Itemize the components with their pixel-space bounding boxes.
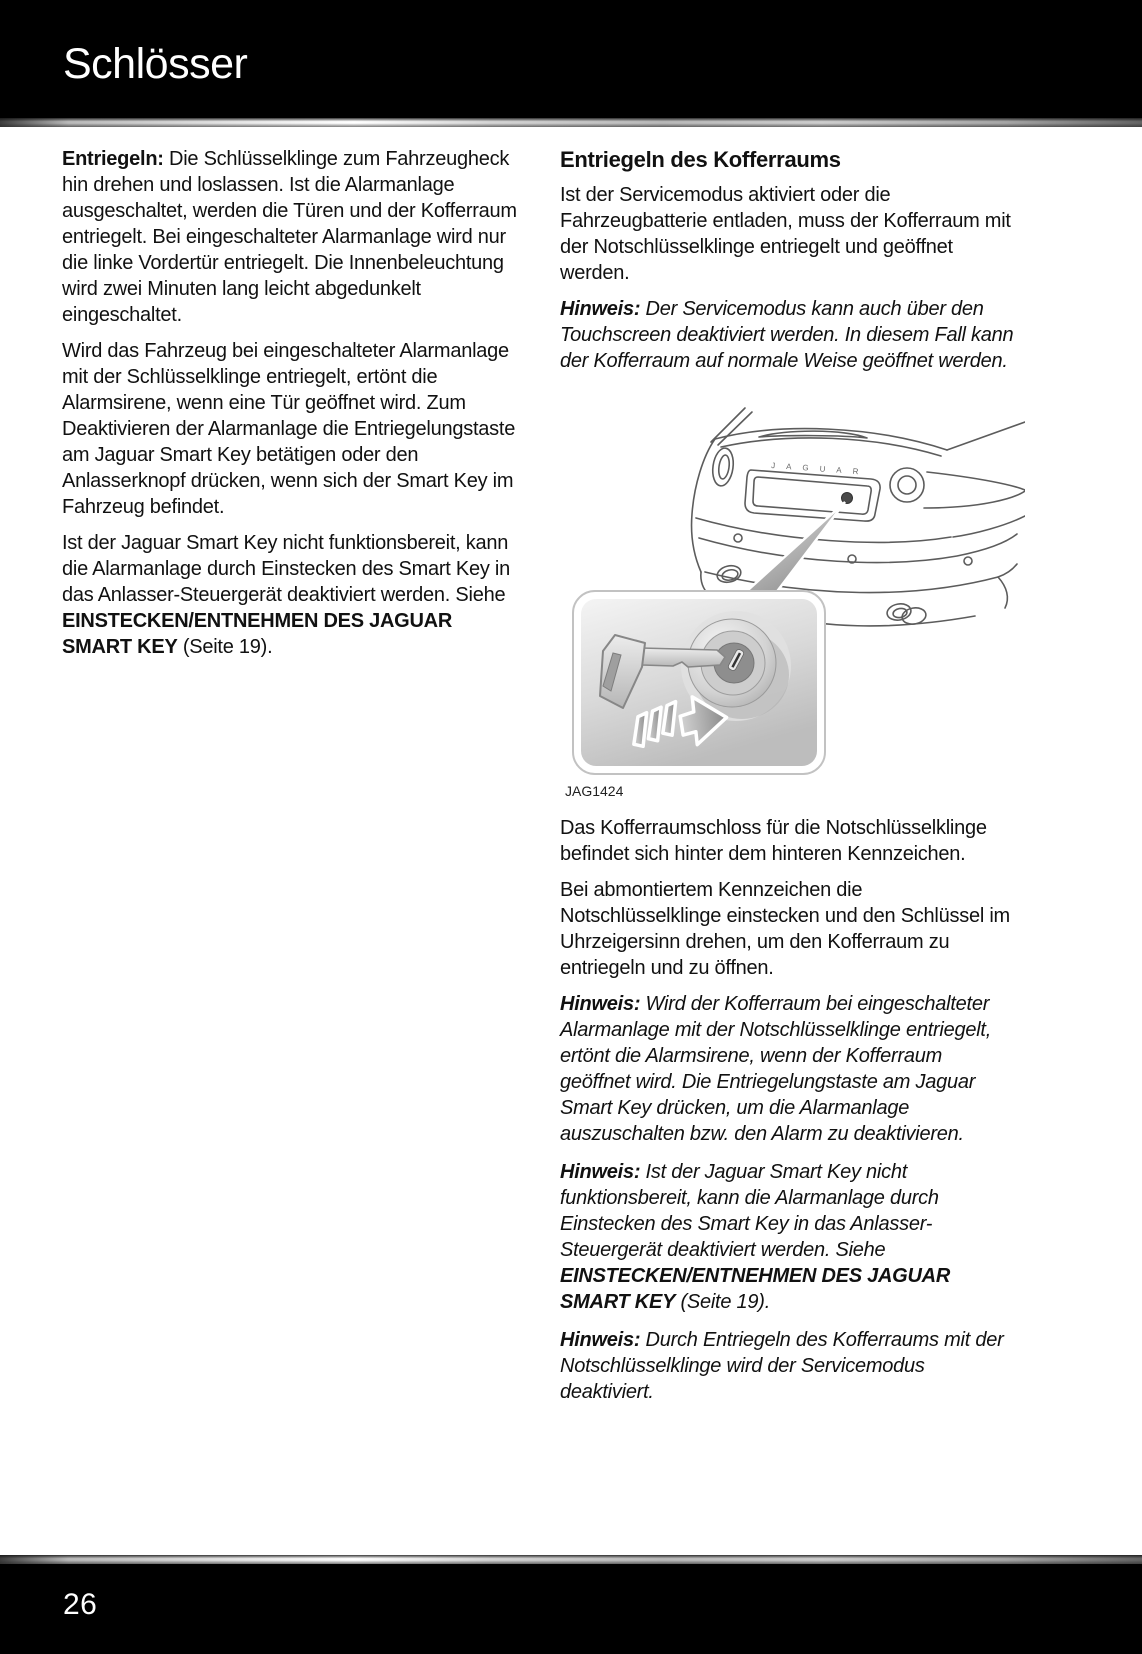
paragraph-unlocking: Entriegeln: Die Schlüsselklinge zum Fahrzeugheck hin drehen und loslassen. Ist die Alarmanlage ausgeschaltet, werden die Türen und der Kofferraum entriegelt. Bei eingeschalteter Alarmanlage wird nur die linke Vordertür entriegelt. Die Innenbeleuchtung wird zwei Minuten lang leicht abgedunkelt eingeschaltet. xyxy=(62,148,517,326)
right-column xyxy=(560,146,1016,1417)
footer-divider xyxy=(0,1555,1142,1564)
figure-caption: JAG1424 xyxy=(565,783,624,799)
paragraph-alarm-siren: Wird das Fahrzeug bei eingeschalteter Alarmanlage mit der Schlüsselklinge entriegelt, ertönt die Alarmsirene, wenn eine Tür geöffnet wird. Zum Deaktivieren der Alarmanlage die Entriegelungstaste am Jaguar Smart Key betätigen oder den Anlasserknopf drücken, wenn sich der Smart Key im Fahrzeug befindet. xyxy=(62,340,516,518)
key-lock-inset xyxy=(573,591,825,774)
note-smartkey: Hinweis: Ist der Jaguar Smart Key nicht funktionsbereit, kann die Alarmanlage durch Einstecken des Smart Key in das Anlasser-Steuergerät deaktiviert werden. Siehe EINSTECKEN/ENTNEHMEN DES JAGUAR SMART KEY (Seite 19). xyxy=(560,1161,951,1313)
page-title: Schlösser xyxy=(63,40,248,88)
paragraph-unlock-steps: Bei abmontiertem Kennzeichen die Notschlüsselklinge einstecken und den Schlüssel im Uhrzeigersinn drehen, um den Kofferraum zu entriegeln und zu öffnen. xyxy=(560,879,1010,979)
trunk-badge-text: JAGUAR xyxy=(770,461,870,477)
page-number: 26 xyxy=(63,1588,98,1621)
header xyxy=(0,0,1142,118)
note-servicemode: Hinweis: Der Servicemodus kann auch über den Touchscreen deaktiviert werden. In diesem Fall kann der Kofferraum auf normale Weise geöffnet werden. xyxy=(560,298,1014,372)
rear-of-car-illustration xyxy=(555,386,1025,781)
trunk-lock-dot xyxy=(842,493,853,504)
callout-pointer xyxy=(737,502,845,602)
paragraph-smart-key-reference: Ist der Jaguar Smart Key nicht funktionsbereit, kann die Alarmanlage durch Einstecken des Smart Key in das Anlasser-Steuergerät deaktiviert werden. Siehe EINSTECKEN/ENTNEHMEN DES JAGUAR SMART KEY (Seite 19). xyxy=(62,532,510,658)
left-column xyxy=(62,146,522,670)
footer xyxy=(0,1564,1142,1654)
trunk-unlock-figure xyxy=(555,386,1025,801)
header-divider xyxy=(0,118,1142,127)
note-servicemode-deactivated: Hinweis: Durch Entriegeln des Kofferraums mit der Notschlüsselklinge wird der Servicemodus deaktiviert. xyxy=(560,1329,1004,1403)
section-heading: Entriegeln des Kofferraums xyxy=(560,147,841,172)
paragraph-intro: Ist der Servicemodus aktiviert oder die Fahrzeugbatterie entladen, muss der Kofferraum mit der Notschlüsselklinge entriegelt und geöffnet werden. xyxy=(560,184,1011,284)
paragraph-lock-location: Das Kofferraumschloss für die Notschlüsselklinge befindet sich hinter dem hinteren Kennzeichen. xyxy=(560,817,987,865)
note-alarm: Hinweis: Wird der Kofferraum bei eingeschalteter Alarmanlage mit der Notschlüsselklinge entriegelt, ertönt die Alarmsirene, wenn der Kofferraum geöffnet wird. Die Entriegelungstaste am Jaguar Smart Key drücken, um die Alarmanlage auszuschalten bzw. den Alarm zu deaktivieren. xyxy=(560,993,992,1145)
